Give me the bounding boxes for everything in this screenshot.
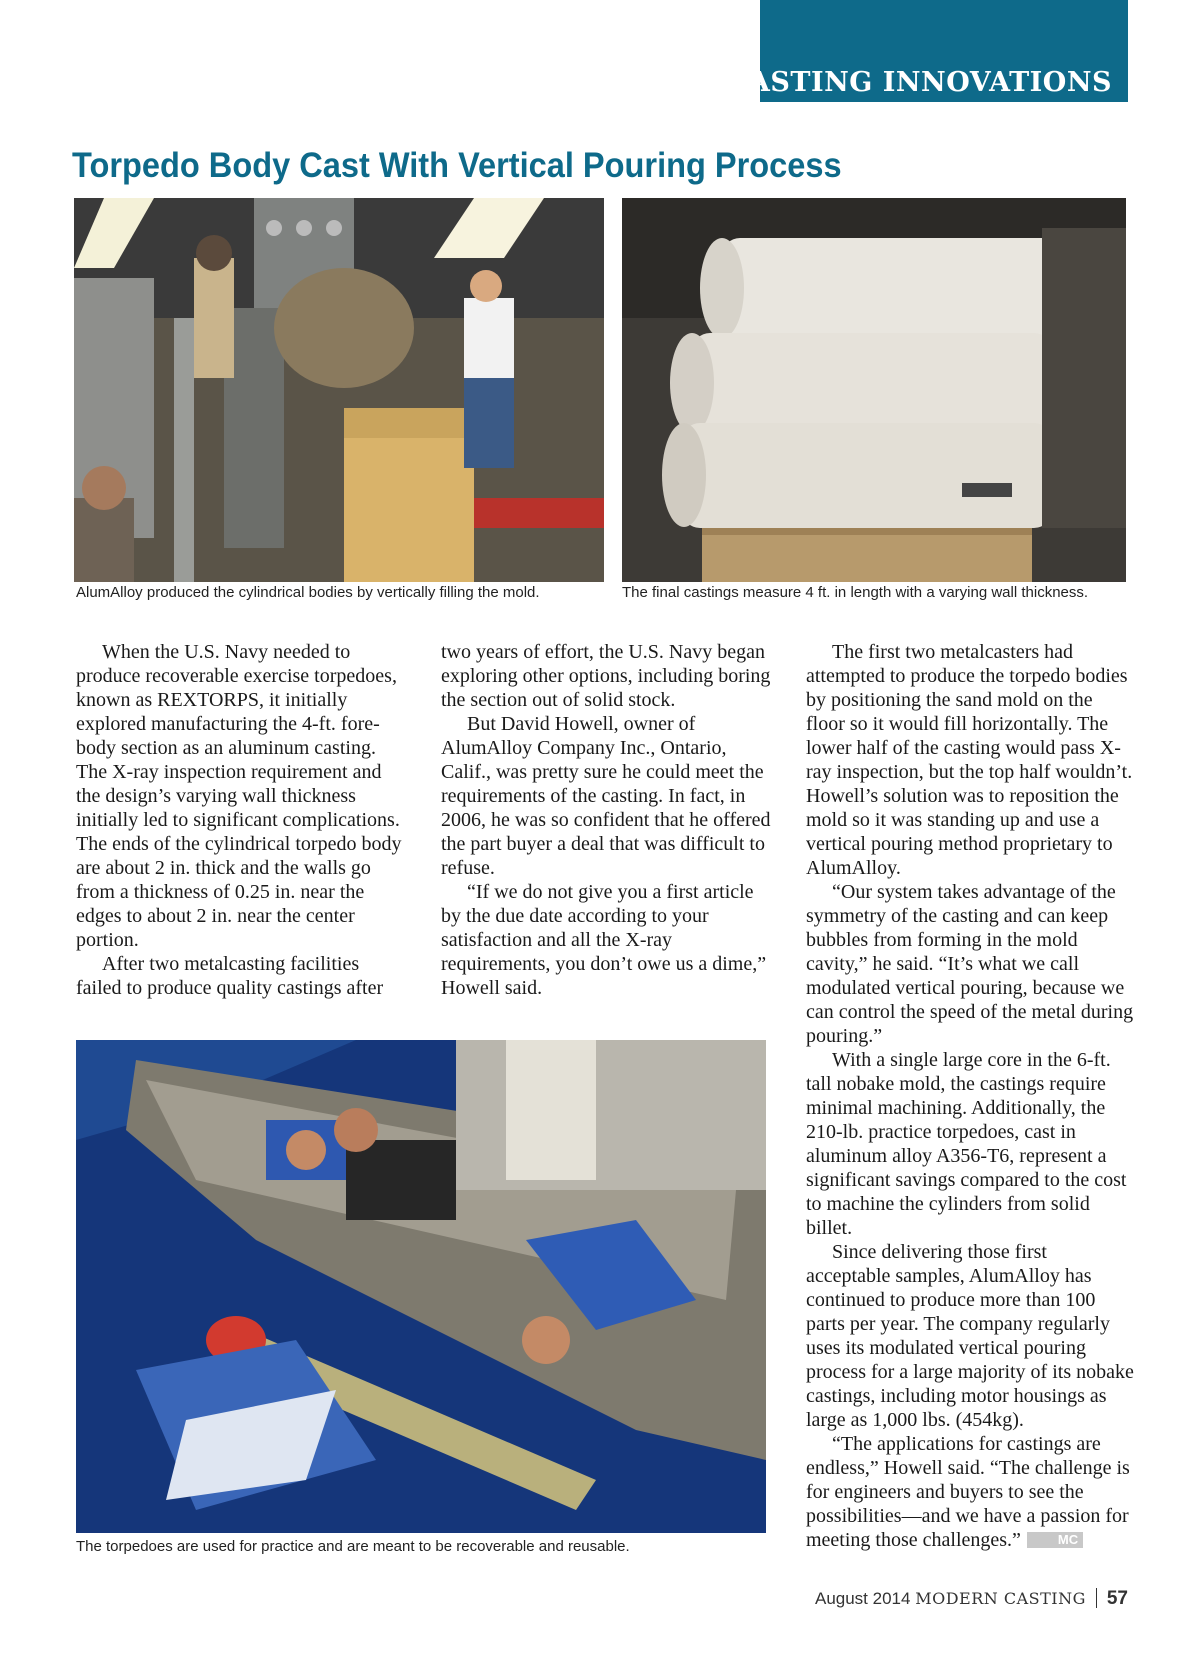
body-paragraph: The first two metalcasters had attempted to produce the torpedo bodies by positioning the sand mold on the floor so it would fill horizontally. The lower half of the casting would pass X-ray inspection, but the top half wouldn’t. Howell’s solution was to reposition the mold so it was standing up and use a vertical pouring method proprietary to AlumAlloy. [806,641,1133,879]
photo-caption: The final castings measure 4 ft. in length with a varying wall thickness. [622,584,1089,601]
closing-paragraph-text: “The applications for castings are endless,” Howell said. “The challenge is for engineers and buyers to see the possibilities—and we have a passion for meeting those challenges.” [806,1433,1130,1551]
article-column-1 [76,640,406,1000]
body-paragraph: two years of effort, the U.S. Navy began exploring other options, including boring the section out of solid stock. [441,641,771,711]
issue-date: August 2014 [814,1589,911,1608]
photo-caption: The torpedoes are used for practice and are meant to be recoverable and reusable. [76,1538,630,1555]
body-paragraph: But David Howell, owner of AlumAlloy Company Inc., Ontario, Calif., was pretty sure he could meet the requirements of the casting. In fact, in 2006, he was so confident that he offered the part buyer a deal that was difficult to refuse. [441,713,771,879]
photo-caption: AlumAlloy produced the cylindrical bodies by vertically filling the mold. [76,584,540,601]
article-column-2 [441,640,771,1000]
footer-divider [1096,1588,1097,1608]
article-column-3 [806,640,1136,1552]
body-paragraph: With a single large core in the 6-ft. tall nobake mold, the castings require minimal machining. Additionally, the 210-lb. practice torpedoes, cast in aluminum alloy A356-T6, represent a significant savings compared to the cost to machine the cylinders from solid billet. [806,1049,1127,1239]
body-paragraph: When the U.S. Navy needed to produce recoverable exercise torpedoes, known as REXTORPS, it initially explored manufacturing the 4-ft. fore-body section as an aluminum casting. The X-ray inspection requirement and the design’s varying wall thickness initially led to significant complications. The ends of the cylindrical torpedo body are about 2 in. thick and the walls go from a thickness of 0.25 in. near the edges to about 2 in. near the center portion. [76,641,402,951]
section-label: CASTING INNOVATIONS [726,67,1112,98]
casting-machine-photo [74,198,604,582]
final-castings-photo [622,198,1126,582]
end-mark-badge: MC [1027,1532,1083,1548]
article-headline: Torpedo Body Cast With Vertical Pouring Process [72,146,842,185]
body-paragraph: After two metalcasting facilities failed to produce quality castings after [76,953,384,999]
publication-name: MODERN CASTING [915,1589,1086,1608]
body-paragraph: “Our system takes advantage of the symmetry of the casting and can keep bubbles from forming in the mold cavity,” he said. “It’s what we call modulated vertical pouring, because we can control the speed of the metal during pouring.” [806,881,1134,1047]
body-paragraph [806,1432,1136,1552]
section-tab [726,0,1128,102]
body-paragraph: Since delivering those first acceptable samples, AlumAlloy has continued to produce more than 100 parts per year. The company regularly uses its modulated vertical pouring process for a large majority of its nobake castings, including motor housings as large as 1,000 lbs. (454kg). [806,1241,1134,1431]
page-number: 57 [1106,1588,1128,1609]
page-footer [815,1588,1128,1610]
body-paragraph: “If we do not give you a first article by the due date according to your satisfaction and all the X-ray requirements, you don’t owe us a dime,” Howell said. [441,881,767,999]
torpedo-recovery-photo [76,1040,766,1533]
